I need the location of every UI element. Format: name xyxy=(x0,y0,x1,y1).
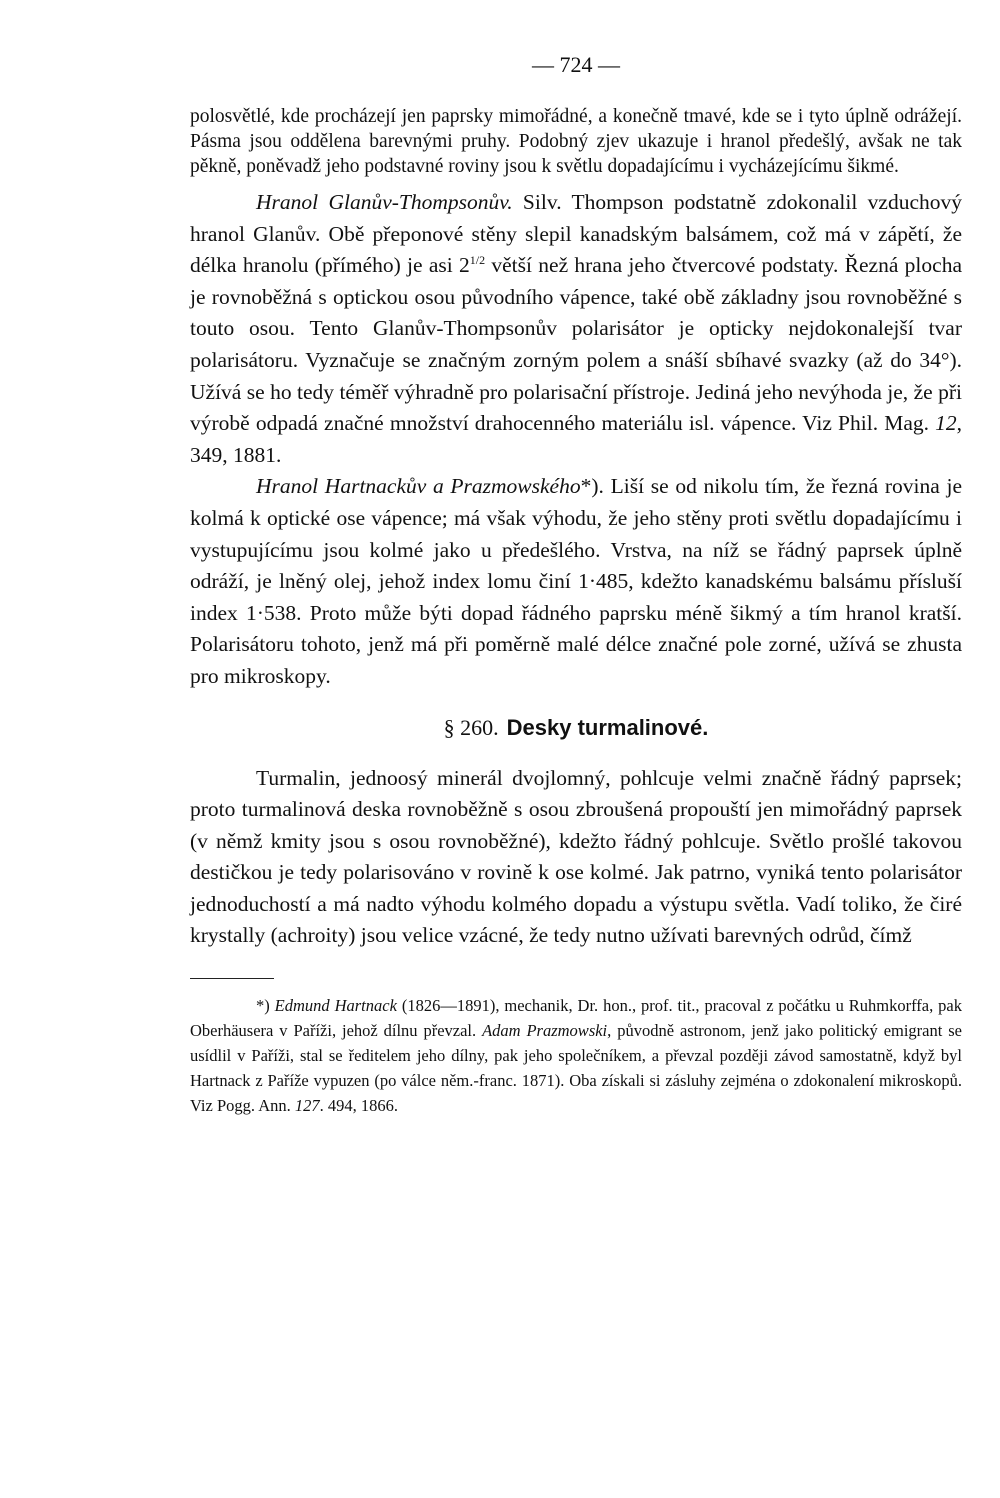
glan-thompson-title: Hranol Glanův-Thompsonův. xyxy=(256,190,513,214)
section-heading xyxy=(190,715,962,741)
footnote-text-3: . 494, 1866. xyxy=(319,1096,399,1116)
footnote-marker: *) xyxy=(256,996,275,1016)
section-title: Desky turmalinové. xyxy=(506,714,709,740)
paragraph-glan-thompson xyxy=(190,187,962,471)
glan-ref-volume: 12 xyxy=(935,411,957,436)
footnote-text-1: (1826—1891), mechanik, Dr. hon., prof. tit., pracoval z počátku u Ruhmkorffa, pak Oberhäusera v Paříži, jehož dílnu převzal. xyxy=(190,996,962,1041)
page-number: — 724 — xyxy=(532,52,620,77)
paragraph-top: polosvětlé, kde procházejí jen paprsky mimořádné, a konečně tmavé, kde se i tyto úplně odrážejí. Pásma jsou oddělena barevnými pruhy. Podobný zjev ukazuje i hranol předešlý, avšak ne tak pěkně, poněvadž jeho podstavné roviny jsou k světlu dopadajícímu i vycházejícímu šikmé. xyxy=(190,106,962,177)
footnote-ref-volume: 127 xyxy=(294,1096,320,1116)
footnote-name-hartnack: Edmund Hartnack xyxy=(274,996,397,1016)
hartnack-footnote-marker: *). xyxy=(580,474,604,499)
hartnack-title: Hranol Hartnackův a Prazmowského xyxy=(256,474,581,499)
paragraph-turmalin: Turmalin, jednoosý minerál dvojlomný, pohlcuje velmi značně řádný paprsek; proto turmalinová deska rovnoběžně s osou zbroušená propouští jen mimořádný paprsek (v němž kmity jsou s osou rovnoběžné), kdežto řádný pohlcuje. Světlo prošlé takovou destičkou je tedy polarisováno v rovině k ose kolmé. Jak patrno, vyniká tento polarisátor jednoduchostí a má nadto výhodu kolmého dopadu a výstupu světla. Vadí toliko, že čiré krystally (achroity) jsou velice vzácné, že tedy nutno užívati barevných odrůd, čímž xyxy=(190,765,962,948)
footnote xyxy=(190,993,962,1118)
glan-fraction: 1/2 xyxy=(469,253,486,268)
paragraph-hartnack xyxy=(190,471,962,692)
glan-text-b: větší než hrana jeho čtvercové podstaty. Řezná plocha je rovnoběžná s optickou osou původního vápence, také obě základny jsou rovnoběžné s touto osou. Tento Glanův-Thompsonův polarisátor je opticky nejdokonalejší tvar polarisátoru. Vyznačuje se značným zorným polem a snáší sbíhavé svazky (až do 34°). Užívá se ho tedy téměř výhradně pro polarisační přístroje. Jediná jeho nevýhoda je, že při výrobě odpadá značné množství drahocenného materiálu isl. vápence. Viz Phil. Mag. xyxy=(190,253,962,436)
glan-text-c: , 349, 1881. xyxy=(190,411,962,467)
glan-text-a: Silv. Thompson podstatně zdokonalil vzduchový hranol Glanův. Obě přeponové stěny slepil kanadským balsámem, což má v zápětí, že délka hranolu (přímého) je asi 2 xyxy=(190,190,962,278)
page xyxy=(190,52,962,1118)
footnote-name-prazmowski: Adam Prazmowski xyxy=(482,1021,608,1041)
footnote-text-2: , původně astronom, jenž jako politický emigrant se usídlil v Paříži, stal se ředitelem jeho dílny, pak jeho společníkem, a převzal později závod samostatně, když byl Hartnack z Paříže vypuzen (po válce něm.-franc. 1871). Oba získali si zásluhy zejména o zdokonalení mikroskopů. Viz Pogg. Ann. xyxy=(190,1021,962,1116)
hartnack-text: Liší se od nikolu tím, že řezná rovina je kolmá k optické ose vápence; má však výhodu, že jeho stěny proti světlu dopadajícímu i vystupujícímu jsou kolmé jako u předešlého. Vrstva, na níž se řádný paprsek úplně odráží, je lněný olej, jehož index lomu činí 1·485, kdežto kanadskému balsámu přísluší index 1·538. Proto může býti dopad řádného paprsku méně šikmý a tím hranol kratší. Polarisátoru tohoto, jenž má při poměrně malé délce značné pole zorné, užívá se zhusta pro mikroskopy. xyxy=(190,474,962,688)
footnote-rule xyxy=(190,978,274,979)
section-number: § 260. xyxy=(443,714,499,740)
